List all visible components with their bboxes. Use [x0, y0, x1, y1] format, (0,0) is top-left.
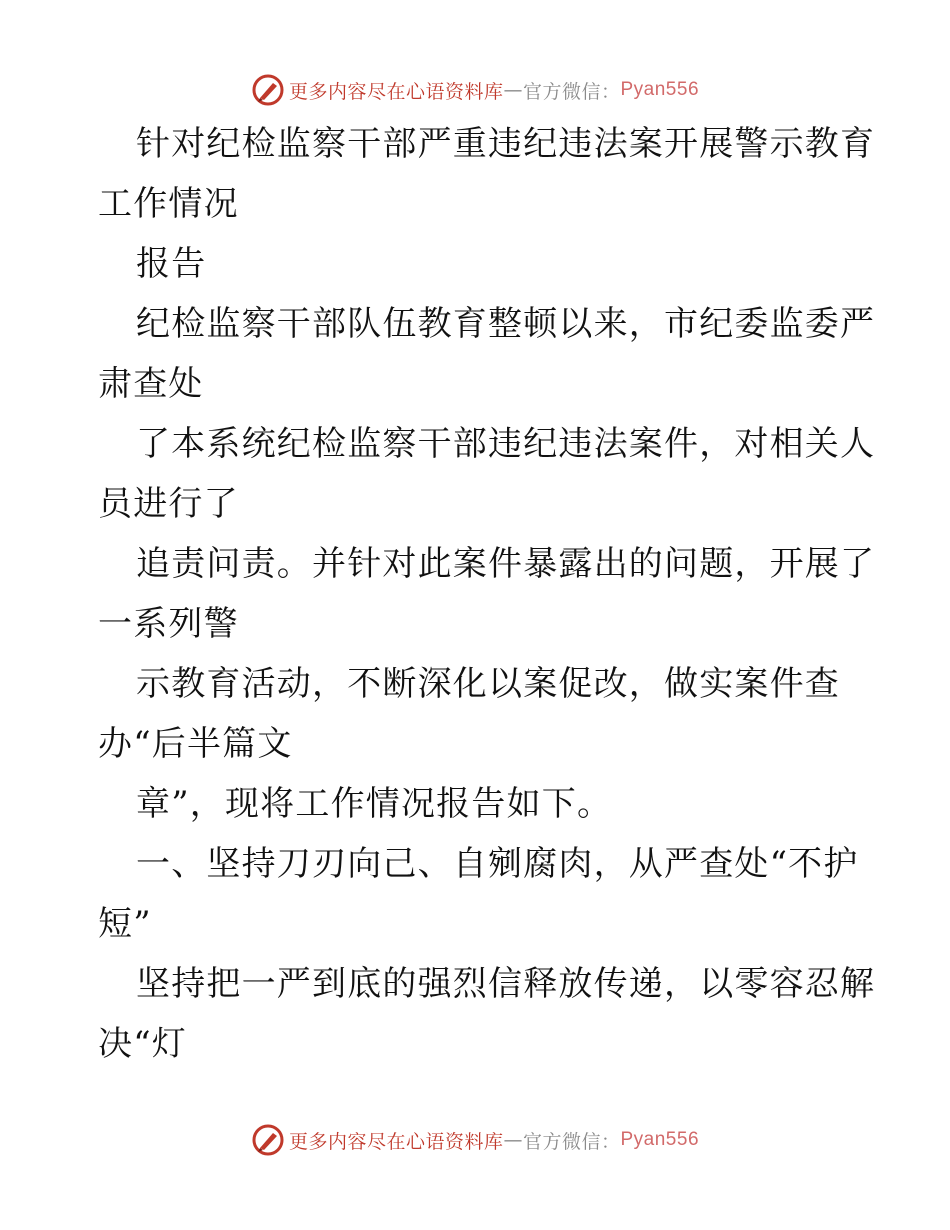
paragraph-line: 一系列警	[98, 604, 239, 644]
watermark-main-text: 更多内容尽在心语资料库	[288, 1130, 504, 1153]
watermark-account: Pyan556	[620, 1129, 700, 1150]
paragraph-line: 追责问责。并针对此案件暴露出的问题，开展了	[136, 544, 876, 584]
paragraph-line: 员进行了	[98, 484, 239, 524]
watermark-header	[0, 70, 950, 110]
watermark-dash: —	[503, 79, 523, 101]
paragraph-line: 决“灯	[98, 1024, 187, 1064]
paragraph-line: 示教育活动，不断深化以案促改，做实案件查	[136, 664, 840, 704]
paragraph-line: 坚持把一严到底的强烈信释放传递，以零容忍解	[136, 964, 876, 1004]
document-title-line-1: 针对纪检监察干部严重违纪违法案开展警示教育	[136, 124, 876, 164]
watermark-account: Pyan556	[620, 79, 700, 100]
watermark-dash: —	[503, 1129, 523, 1151]
paragraph-line: 肃查处	[98, 364, 204, 404]
paragraph-line: 纪检监察干部队伍教育整顿以来，市纪委监委严	[136, 304, 876, 344]
document-title-line-2: 工作情况	[98, 184, 239, 224]
watermark-footer	[0, 1120, 950, 1160]
document-title-line-3: 报告	[136, 244, 207, 284]
watermark-label: 官方微信：	[522, 1130, 621, 1153]
paragraph-line: 了本系统纪检监察干部违纪违法案件，对相关人	[136, 424, 876, 464]
section-heading-line: 一、坚持刀刃向己、自剜腐肉，从严查处“不护	[136, 844, 859, 884]
pen-logo-icon	[251, 1123, 285, 1157]
paragraph-line: 办“后半篇文	[98, 724, 293, 764]
watermark-main-text: 更多内容尽在心语资料库	[288, 80, 504, 103]
paragraph-line: 章”，现将工作情况报告如下。	[136, 784, 613, 824]
section-heading-line: 短”	[98, 904, 152, 944]
pen-logo-icon	[251, 73, 285, 107]
watermark-label: 官方微信：	[522, 80, 621, 103]
